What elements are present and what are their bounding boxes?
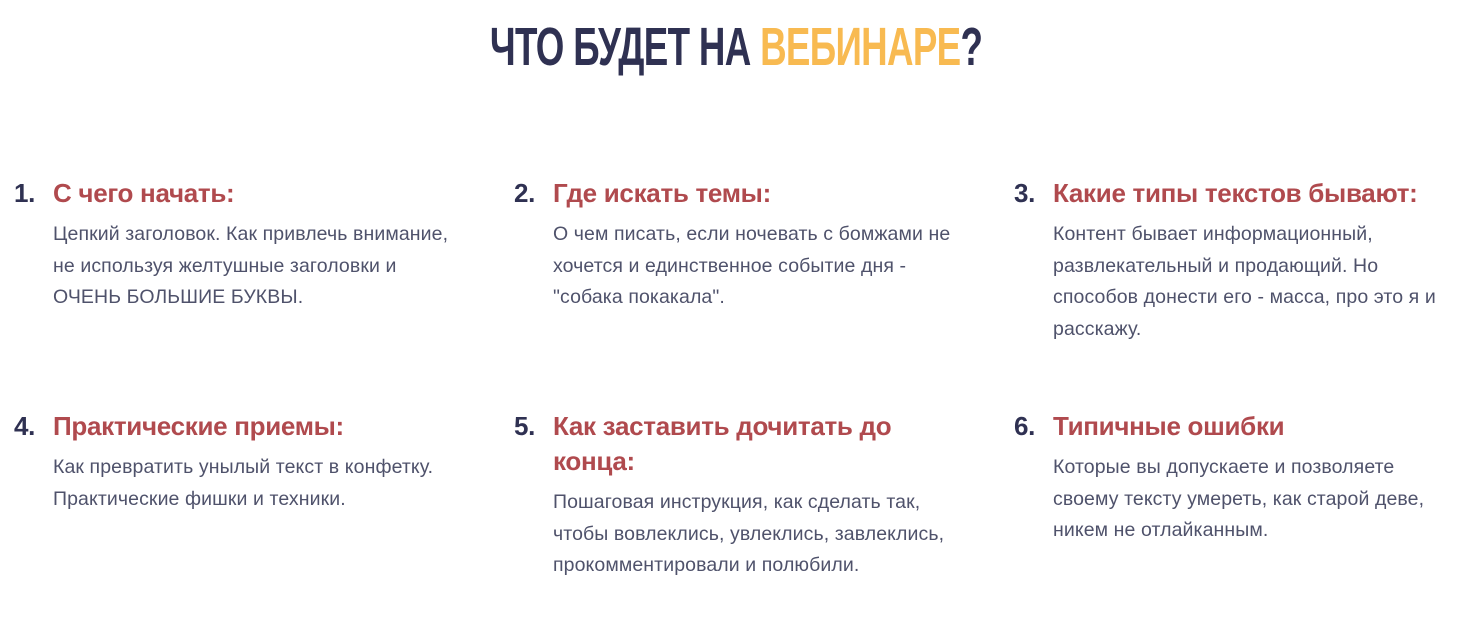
item-number: 6. (1014, 411, 1036, 441)
item-content (553, 176, 962, 314)
item-number: 5. (514, 411, 536, 441)
item-body: Которые вы допускаете и позволяете своему тексту умереть, как старой деве, никем не отлайканным. (1053, 456, 1425, 541)
topic-item-3 (1014, 176, 1462, 345)
topic-item-1 (14, 176, 462, 314)
item-content (53, 409, 462, 515)
item-heading: С чего начать: (53, 178, 235, 208)
topics-grid (0, 176, 1473, 582)
topic-item-4 (14, 409, 462, 515)
item-heading: Типичные ошибки (1053, 411, 1285, 441)
item-number: 4. (14, 411, 36, 441)
title-prefix: ЧТО БУДЕТ НА (490, 17, 761, 77)
title-suffix: ? (960, 17, 983, 77)
item-heading: Как заставить дочитать до конца: (553, 411, 892, 476)
item-content (553, 409, 962, 582)
section-title (0, 17, 1473, 77)
item-body: Пошаговая инструкция, как сделать так, чтобы вовлеклись, увлеклись, завлеклись, прокомментировали и полюбили. (553, 491, 945, 576)
item-number: 2. (514, 178, 536, 208)
item-heading: Какие типы текстов бывают: (1053, 178, 1418, 208)
topic-item-6 (1014, 409, 1462, 547)
title-highlight: ВЕБИНАРЕ (760, 17, 961, 77)
item-content (1053, 409, 1462, 547)
item-body: Как превратить унылый текст в конфетку. Практические фишки и техники. (53, 456, 434, 510)
item-body: Контент бывает информационный, развлекательный и продающий. Но способов донести его - масса, про это я и расскажу. (1053, 223, 1436, 340)
item-number: 3. (1014, 178, 1036, 208)
item-body: О чем писать, если ночевать с бомжами не хочется и единственное событие дня - "собака покакала". (553, 223, 951, 308)
topic-item-5 (514, 409, 962, 582)
item-body: Цепкий заголовок. Как привлечь внимание, не используя желтушные заголовки и ОЧЕНЬ БОЛЬШИЕ БУКВЫ. (53, 223, 449, 308)
item-heading: Практические приемы: (53, 411, 344, 441)
page-title (490, 17, 983, 77)
item-content (1053, 176, 1462, 345)
item-content (53, 176, 462, 314)
item-number: 1. (14, 178, 36, 208)
item-heading: Где искать темы: (553, 178, 771, 208)
topic-item-2 (514, 176, 962, 314)
